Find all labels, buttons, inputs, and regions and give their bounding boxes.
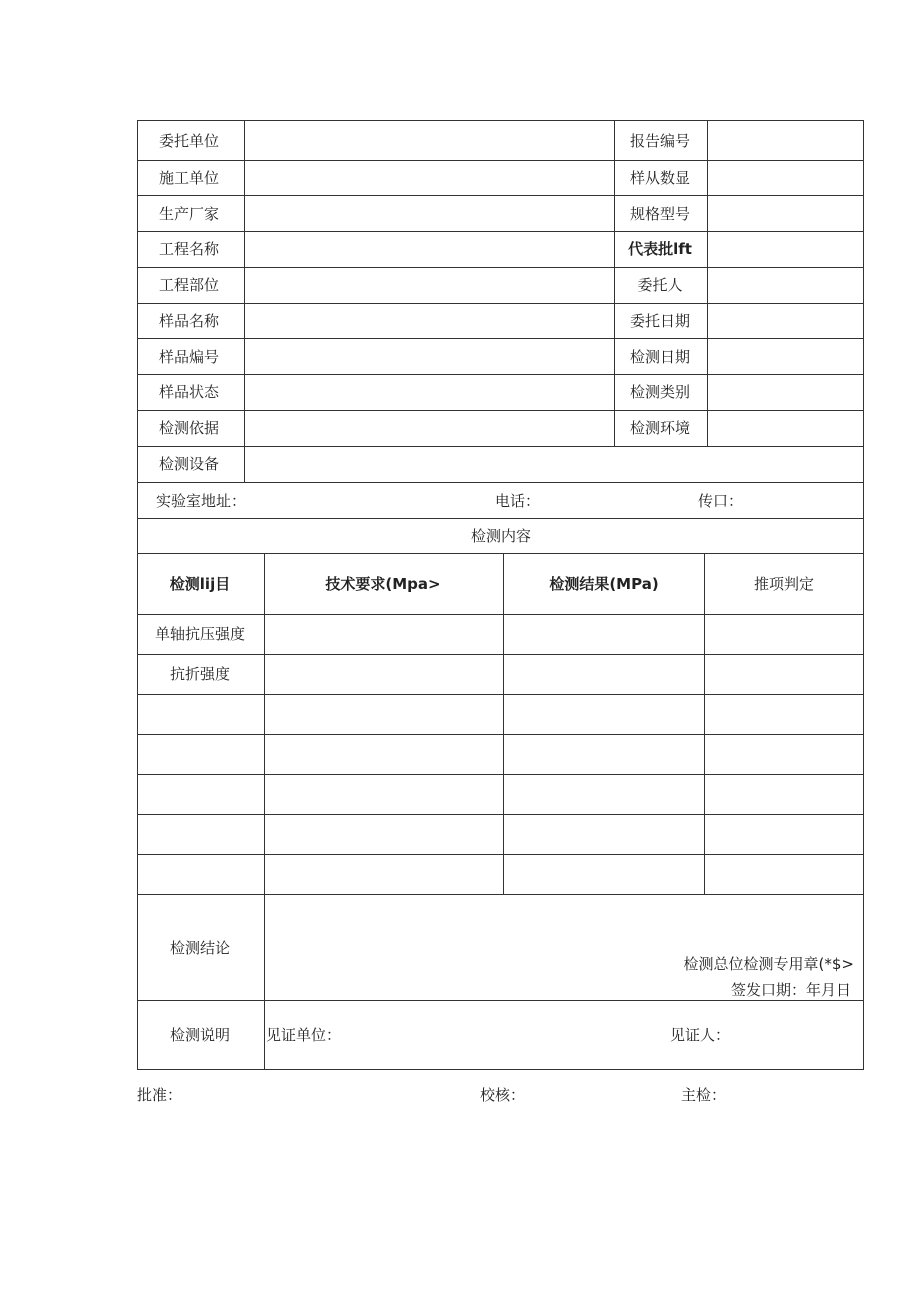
field-label-batch: 代表批lft bbox=[628, 240, 692, 258]
divider bbox=[707, 121, 708, 446]
lab-address-label: 实验室地址： bbox=[156, 492, 247, 510]
divider bbox=[138, 694, 863, 695]
column-header-requirement: 技术要求(Mpa> bbox=[325, 575, 441, 593]
field-label-entrusting-person: 委托人 bbox=[637, 276, 683, 294]
field-label-entrust-date: 委托日期 bbox=[629, 312, 691, 330]
column-header-item: 检测lij目 bbox=[169, 575, 231, 593]
field-label-project-name: 工程名称 bbox=[158, 240, 220, 258]
fax-label: 传口： bbox=[698, 492, 744, 510]
stamp-text: 检测总位检测专用章(*$> bbox=[683, 955, 854, 973]
field-label-test-basis: 检测依据 bbox=[158, 419, 220, 437]
field-label-test-environment: 检测环境 bbox=[629, 419, 691, 437]
divider bbox=[614, 121, 615, 446]
field-label-sample-name: 样品名称 bbox=[158, 312, 220, 330]
field-label-construction-unit: 施工单位 bbox=[158, 169, 220, 187]
divider bbox=[138, 614, 863, 615]
divider bbox=[138, 231, 863, 232]
approve-label: 批准： bbox=[137, 1086, 183, 1104]
content-title: 检测内容 bbox=[470, 527, 532, 545]
column-header-judgement: 推项判定 bbox=[753, 575, 815, 593]
phone-label: 电话： bbox=[495, 492, 541, 510]
divider bbox=[138, 446, 863, 447]
divider bbox=[138, 518, 863, 519]
divider bbox=[138, 654, 863, 655]
divider bbox=[138, 553, 863, 554]
divider bbox=[138, 894, 863, 895]
field-label-test-date: 检测日期 bbox=[629, 348, 691, 366]
issue-date: 签发口期：年月日 bbox=[730, 981, 851, 999]
divider bbox=[138, 482, 863, 483]
field-label-sample-quantity: 样从数显 bbox=[629, 169, 691, 187]
field-label-sample-number: 样品煸号 bbox=[158, 348, 220, 366]
divider bbox=[244, 121, 245, 482]
divider bbox=[138, 267, 863, 268]
divider bbox=[264, 553, 265, 1069]
divider bbox=[138, 303, 863, 304]
divider bbox=[138, 774, 863, 775]
divider bbox=[138, 374, 863, 375]
field-label-test-equipment: 检测设备 bbox=[158, 455, 220, 473]
conclusion-label: 检测结论 bbox=[169, 939, 231, 957]
field-label-project-part: 工程部位 bbox=[158, 276, 220, 294]
divider bbox=[138, 1000, 863, 1001]
table-row-item: 抗折强度 bbox=[169, 665, 231, 683]
divider bbox=[138, 854, 863, 855]
divider bbox=[138, 160, 863, 161]
field-label-sample-state: 样品状态 bbox=[158, 383, 220, 401]
divider bbox=[138, 195, 863, 196]
table-row-item: 单轴抗压强度 bbox=[154, 625, 246, 643]
field-label-test-category: 检测类别 bbox=[629, 383, 691, 401]
witness-person-label: 见证人： bbox=[670, 1026, 731, 1044]
notes-label: 检测说明 bbox=[169, 1026, 231, 1044]
field-label-manufacturer: 生产厂家 bbox=[158, 205, 220, 223]
divider bbox=[704, 553, 705, 894]
witness-unit-label: 见证单位： bbox=[266, 1026, 342, 1044]
column-header-result: 检测结果(MPa) bbox=[549, 575, 659, 593]
field-label-report-number: 报告编号 bbox=[629, 132, 691, 150]
divider bbox=[138, 734, 863, 735]
inspect-label: 主检： bbox=[681, 1086, 727, 1104]
divider bbox=[138, 410, 863, 411]
field-label-client: 委托单位 bbox=[158, 132, 220, 150]
divider bbox=[138, 814, 863, 815]
review-label: 校核： bbox=[480, 1086, 526, 1104]
field-label-spec-model: 规格型号 bbox=[629, 205, 691, 223]
divider bbox=[138, 338, 863, 339]
test-report-form bbox=[137, 120, 864, 1070]
divider bbox=[503, 553, 504, 894]
